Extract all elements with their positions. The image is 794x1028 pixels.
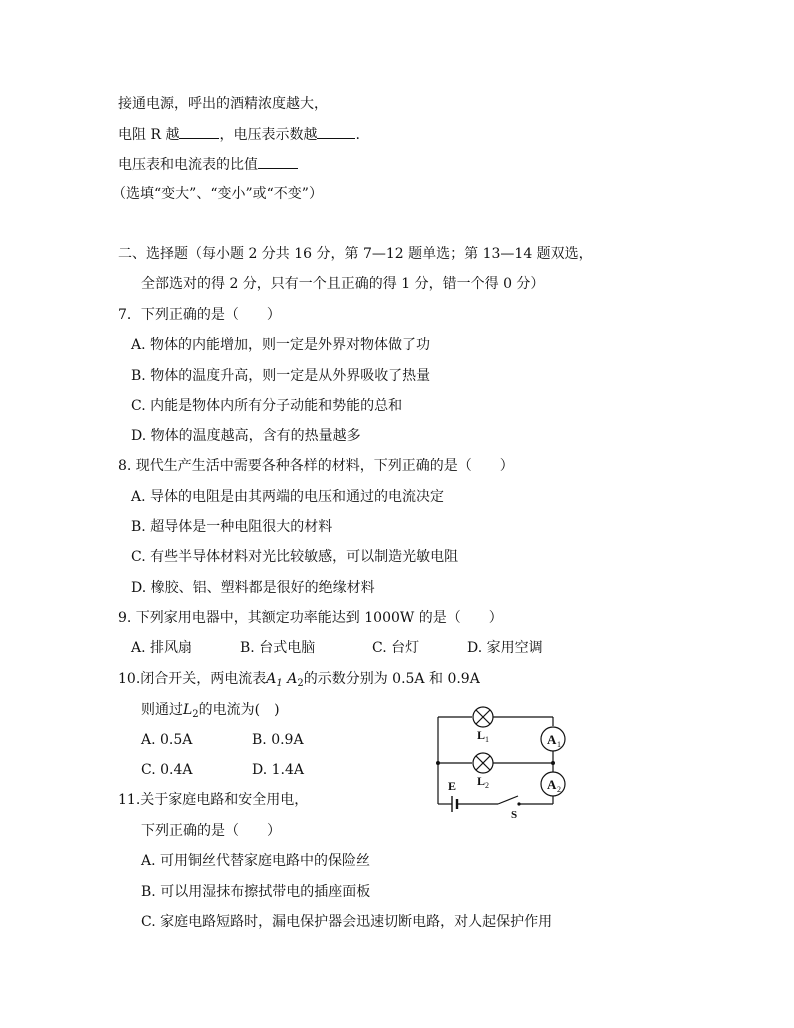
question-11-option-b[interactable]: B. 可以用湿抹布擦拭带电的插座面板 — [141, 884, 371, 900]
intro-line-3 — [118, 154, 298, 175]
question-8-option-b[interactable]: B. 超导体是一种电阻很大的材料 — [131, 519, 333, 535]
ammeter-a1-label: A — [547, 732, 557, 747]
intro-line-4: （选填“变大”、“变小”或“不变”） — [112, 186, 323, 202]
answer-blank-ratio[interactable] — [258, 154, 298, 169]
lamp-l1-label-sub: 1 — [485, 735, 489, 744]
intro-line-2-part-a: 电阻 R 越 — [118, 127, 180, 143]
question-11-stem: 11.关于家庭电路和安全用电， — [118, 792, 309, 808]
ammeter-a1-label-sub: 1 — [557, 740, 561, 749]
question-10-option-b[interactable]: B. 0.9A — [252, 732, 304, 748]
question-11-option-a[interactable]: A. 可用铜丝代替家庭电路中的保险丝 — [141, 853, 371, 869]
ammeter-a1-subscript: 1 — [276, 678, 283, 689]
lamp-l2-label-sub: 2 — [485, 781, 489, 790]
lamp-l2-icon — [473, 753, 493, 773]
question-7-option-d[interactable]: D. 物体的温度越高，含有的热量越多 — [131, 428, 361, 444]
switch-icon — [498, 796, 521, 806]
question-7-option-a[interactable]: A. 物体的内能增加，则一定是外界对物体做了功 — [131, 337, 431, 353]
battery-icon — [452, 796, 457, 812]
circuit-diagram — [430, 700, 580, 820]
intro-line-2-part-c: . — [355, 127, 360, 143]
lamp-l2-symbol: L — [183, 702, 193, 718]
question-10-stem — [118, 669, 480, 694]
question-10-option-a[interactable]: A. 0.5A — [141, 732, 193, 748]
intro-line-2 — [118, 124, 360, 145]
question-7-stem: 7．下列正确的是（ ） — [118, 307, 281, 323]
switch-label: S — [511, 809, 518, 820]
intro-line-3-text: 电压表和电流表的比值 — [118, 157, 258, 173]
question-10-line-2-part-b: 的电流为( ) — [198, 702, 280, 718]
lamp-l1-icon — [473, 707, 493, 727]
question-10-line-2 — [141, 700, 280, 725]
ammeter-a2-label-sub: 2 — [557, 785, 561, 794]
question-9-option-d[interactable]: D. 家用空调 — [467, 640, 543, 656]
ammeter-a1-symbol: A — [266, 671, 277, 687]
question-8-option-a[interactable]: A. 导体的电阻是由其两端的电压和通过的电流决定 — [131, 489, 445, 505]
question-7-option-b[interactable]: B. 物体的温度升高，则一定是从外界吸收了热量 — [131, 368, 431, 384]
source-label: E — [448, 779, 457, 793]
question-8-stem: 8. 现代生产生活中需要各种各样的材料，下列正确的是（ ） — [118, 458, 514, 474]
question-9-option-c[interactable]: C. 台灯 — [372, 640, 420, 656]
intro-line-2-part-b: ，电压表示数越 — [219, 127, 318, 143]
question-10-option-d[interactable]: D. 1.4A — [252, 762, 305, 778]
question-10-option-c[interactable]: C. 0.4A — [141, 762, 193, 778]
question-9-option-b[interactable]: B. 台式电脑 — [240, 640, 316, 656]
answer-blank-voltmeter[interactable] — [317, 124, 355, 139]
question-10-stem-part-a: 10.闭合开关，两电流表 — [118, 671, 267, 687]
ammeter-a2-symbol: A — [287, 671, 298, 687]
question-8-option-d[interactable]: D. 橡胶、铝、塑料都是很好的绝缘材料 — [131, 580, 375, 596]
answer-blank-resistance[interactable] — [179, 124, 219, 139]
section-heading-continued: 全部选对的得 2 分，只有一个且正确的得 1 分，错一个得 0 分） — [141, 276, 545, 292]
question-11-stem-2: 下列正确的是（ ） — [141, 823, 281, 839]
section-heading: 二、选择题（每小题 2 分共 16 分，第 7—12 题单选；第 13—14 题双选， — [118, 246, 593, 262]
question-9-stem: 9. 下列家用电器中，其额定功率能达到 1000W 的是（ ） — [118, 610, 503, 626]
lamp-l1-label: L — [477, 728, 486, 742]
ammeter-a2-label: A — [547, 777, 557, 792]
lamp-l2-label: L — [477, 774, 486, 788]
question-9-option-a[interactable]: A. 排风扇 — [131, 640, 193, 656]
ammeter-a2-subscript: 2 — [297, 678, 304, 689]
lamp-l2-subscript: 2 — [192, 709, 199, 720]
question-8-option-c[interactable]: C. 有些半导体材料对光比较敏感，可以制造光敏电阻 — [131, 549, 459, 565]
question-10-line-2-part-a: 则通过 — [141, 702, 183, 718]
question-11-option-c[interactable]: C. 家庭电路短路时，漏电保护器会迅速切断电路，对人起保护作用 — [141, 914, 553, 930]
question-10-stem-part-b: 的示数分别为 0.5A 和 0.9A — [303, 671, 480, 687]
intro-line-1: 接通电源，呼出的酒精浓度越大， — [118, 96, 328, 112]
question-7-option-c[interactable]: C. 内能是物体内所有分子动能和势能的总和 — [131, 398, 403, 414]
